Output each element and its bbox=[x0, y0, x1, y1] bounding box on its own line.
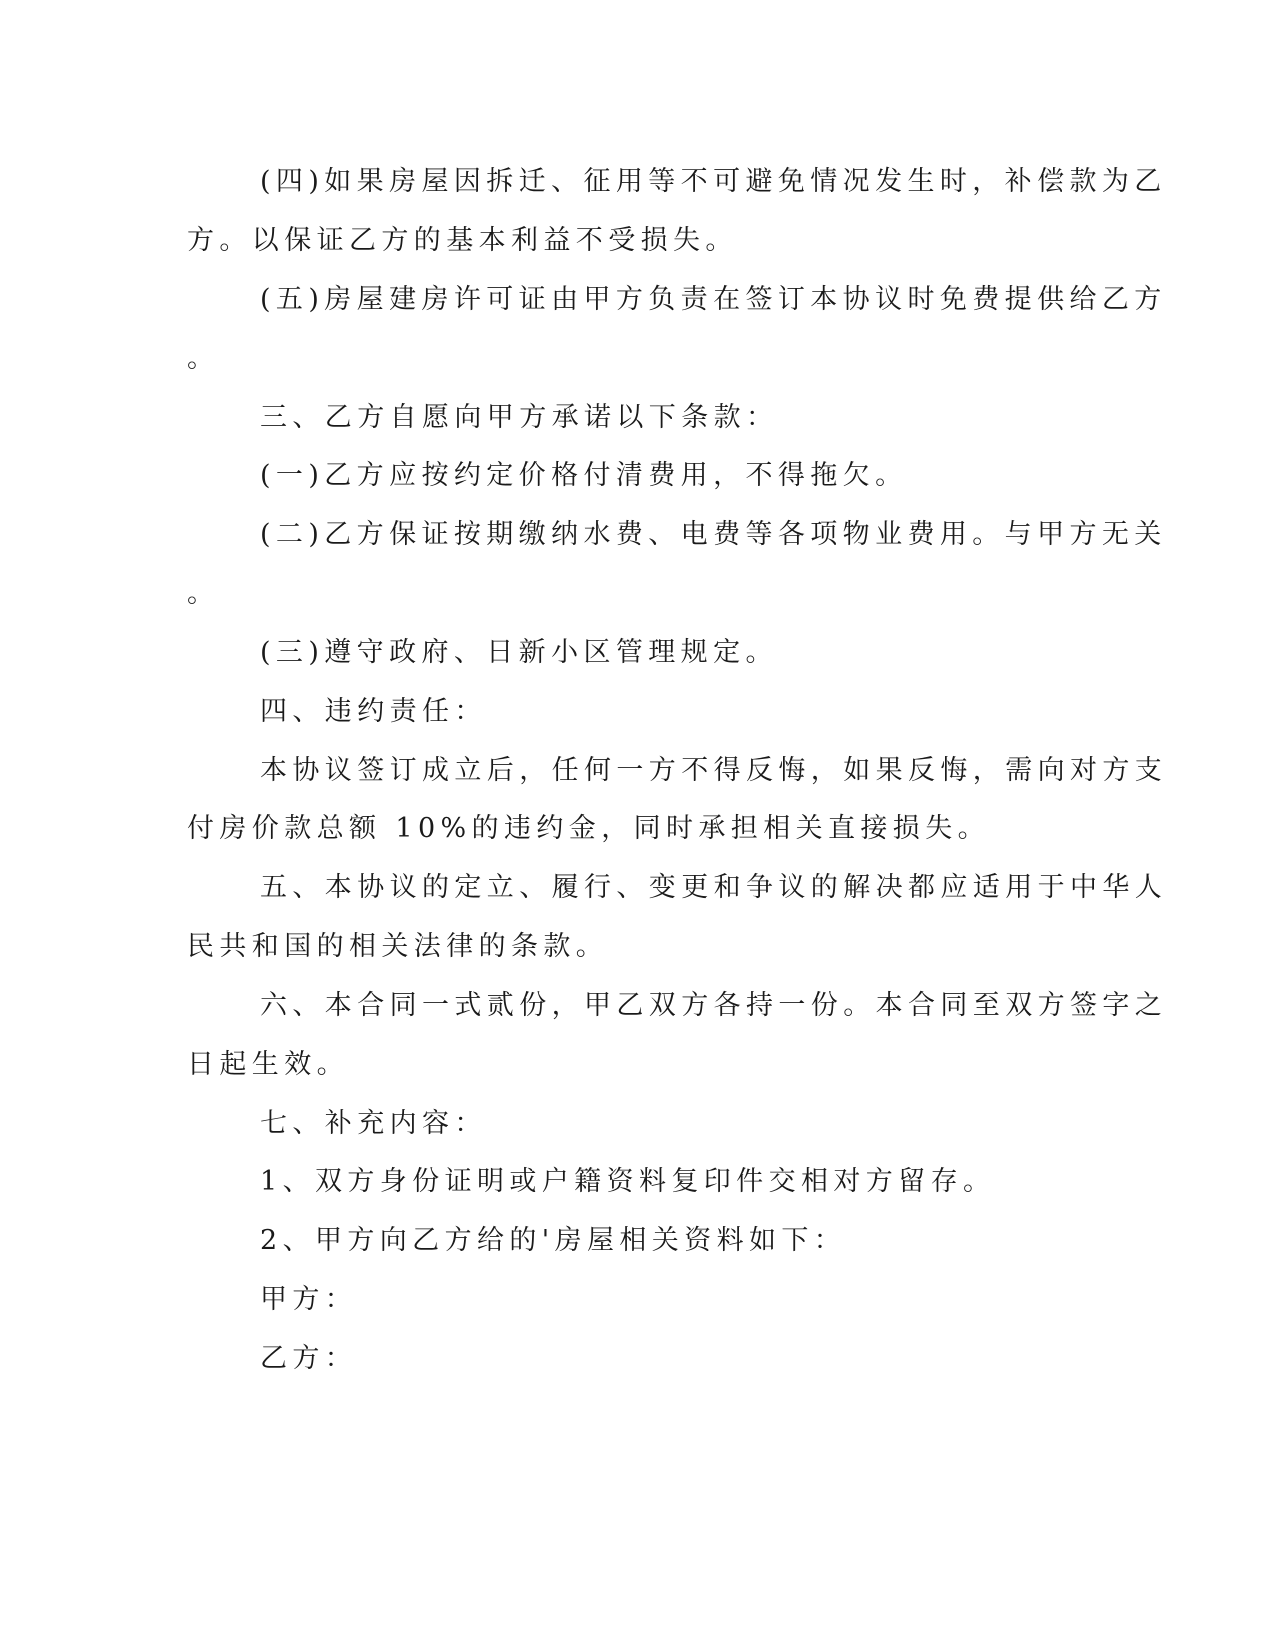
supplement-item-2: 2、甲方向乙方给的'房屋相关资料如下： bbox=[260, 1225, 847, 1256]
supplement-item-1: 1、双方身份证明或户籍资料复印件交相对方留存。 bbox=[260, 1166, 996, 1197]
clause-3-1: (一)乙方应按约定价格付清费用，不得拖欠。 bbox=[260, 460, 908, 491]
clause-2-5-line-2: 。 bbox=[187, 343, 220, 374]
section-6-line-2: 日起生效。 bbox=[187, 1049, 349, 1080]
clause-2-5-line-1: (五)房屋建房许可证由甲方负责在签订本协议时免费提供给乙方 bbox=[260, 284, 1167, 315]
section-7-heading: 七、补充内容： bbox=[260, 1108, 487, 1139]
clause-3-2-line-2: 。 bbox=[187, 578, 220, 609]
clause-3-3: (三)遵守政府、日新小区管理规定。 bbox=[260, 637, 778, 668]
clause-2-4-line-2: 方。以保证乙方的基本利益不受损失。 bbox=[187, 225, 738, 256]
party-a-signature-label: 甲方： bbox=[260, 1284, 358, 1315]
party-b-signature-label: 乙方： bbox=[260, 1343, 358, 1374]
section-4-text-line-2: 付房价款总额 10%的违约金，同时承担相关直接损失。 bbox=[187, 813, 990, 844]
section-5-line-2: 民共和国的相关法律的条款。 bbox=[187, 931, 609, 962]
clause-3-2-line-1: (二)乙方保证按期缴纳水费、电费等各项物业费用。与甲方无关 bbox=[260, 519, 1167, 550]
section-6-line-1: 六、本合同一式贰份，甲乙双方各持一份。本合同至双方签字之 bbox=[260, 990, 1168, 1021]
section-5-line-1: 五、本协议的定立、履行、变更和争议的解决都应适用于中华人 bbox=[260, 872, 1168, 903]
clause-2-4-line-1: (四)如果房屋因拆迁、征用等不可避免情况发生时，补偿款为乙 bbox=[260, 166, 1167, 197]
section-4-heading: 四、违约责任： bbox=[260, 696, 487, 727]
section-4-text-line-1: 本协议签订成立后，任何一方不得反悔，如果反悔，需向对方支 bbox=[260, 755, 1168, 786]
section-3-heading: 三、乙方自愿向甲方承诺以下条款： bbox=[260, 402, 779, 433]
